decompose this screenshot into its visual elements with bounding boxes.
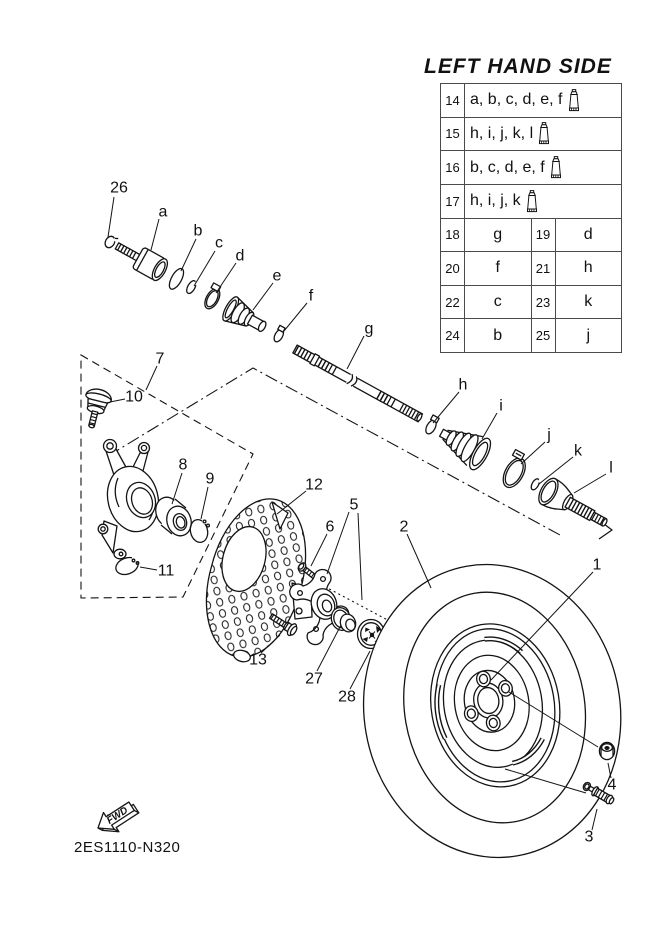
leader-line-7 [146,366,157,390]
leader-line-a [151,219,159,250]
callout-4: 4 [607,776,617,794]
letters-text: b, c, d, e, f [470,158,545,176]
lug-nut-4 [599,742,614,759]
callout-13: 13 [249,651,267,669]
letters-text: a, b, c, d, e, f [470,91,563,109]
row-number: 17 [441,185,465,218]
inner-cv-joint-group [100,227,290,349]
callout-g: g [364,320,374,338]
letters-text: h, i, j, k [470,192,521,210]
row-letter: f [495,259,500,277]
callout-10: 10 [125,388,143,406]
callout-7: 7 [155,350,165,368]
cv-joint-l [535,475,613,536]
callout-f: f [308,287,314,305]
leader-line-d [216,263,236,293]
leader-line-26 [108,197,114,237]
callout-i: i [499,397,503,415]
callout-6: 6 [325,518,335,536]
leader-line-5 [358,513,362,600]
fwd-label: FWD [105,805,131,827]
row-number: 24 [441,319,465,352]
boot-band-d [201,283,224,311]
fwd-arrow [93,796,142,840]
callout-b: b [193,222,203,240]
row-number: 22 [441,286,465,319]
callout-1: 1 [592,556,602,574]
row-number: 20 [441,252,465,285]
outer-cv-joint-group [419,407,616,539]
oval-ring-b [167,266,187,291]
cv-joint-housing-a [111,235,170,282]
leader-line-3 [592,809,597,830]
row-number: 21 [531,252,556,285]
leader-line-j [521,442,545,464]
leader-line-c [194,251,215,286]
callout-5: 5 [349,496,359,514]
callout-j: j [547,426,551,444]
callout-e: e [272,267,282,285]
callout-12: 12 [305,476,323,494]
leader-line-2 [407,534,431,588]
callout-8: 8 [178,456,188,474]
ball-joint-10 [78,387,113,431]
leader-line-8 [172,473,182,504]
callout-9: 9 [205,470,215,488]
callout-a: a [158,203,168,221]
leader-line-f [284,303,307,331]
disc-guard-12 [206,499,305,664]
drive-axle-shaft-g [292,344,423,423]
callout-11: 11 [157,562,175,580]
steering-knuckle-7 [98,440,165,559]
callout-c: c [215,234,223,252]
leader-line-l [574,474,606,493]
leader-line-9 [201,487,208,519]
leader-line-i [482,413,497,439]
row-letter: j [586,326,591,344]
row-number: 18 [441,219,465,252]
cv-boot-e [220,295,272,340]
callout-2: 2 [399,518,409,536]
leader-line-6 [311,534,327,566]
row-number: 19 [531,219,556,252]
leader-line-11 [140,567,157,570]
hose-clamp-j [498,450,532,492]
callout-l: l [609,459,613,477]
row-letter: g [493,225,503,243]
cv-boot-i [433,417,495,472]
row-letter: d [583,225,593,243]
callout-27: 27 [305,670,323,688]
callout-3: 3 [584,828,594,846]
row-letter: k [584,293,593,311]
row-letter: h [583,259,593,277]
row-number: 25 [531,319,556,352]
row-number: 23 [531,286,556,319]
leader-line-10 [110,399,125,402]
leader-line-h [433,392,459,423]
leader-line-b [181,239,196,271]
drawing-number: 2ES1110-N320 [74,839,181,856]
boot-band-f [272,325,287,343]
page-title: LEFT HAND SIDE [424,55,612,78]
callout-d: d [235,247,245,265]
leader-line-g [347,336,364,369]
row-number: 14 [441,84,465,117]
callout-28: 28 [338,688,356,706]
letters-text: h, i, j, k, l [470,124,534,142]
row-letter: b [493,326,503,344]
wheel-and-tire [341,544,644,878]
callout-h: h [458,376,468,394]
callout-k: k [574,442,582,460]
callout-26: 26 [110,179,128,197]
row-number: 15 [441,118,465,151]
row-letter: c [493,293,502,311]
leader-line-e [253,283,273,310]
row-number: 16 [441,151,465,184]
